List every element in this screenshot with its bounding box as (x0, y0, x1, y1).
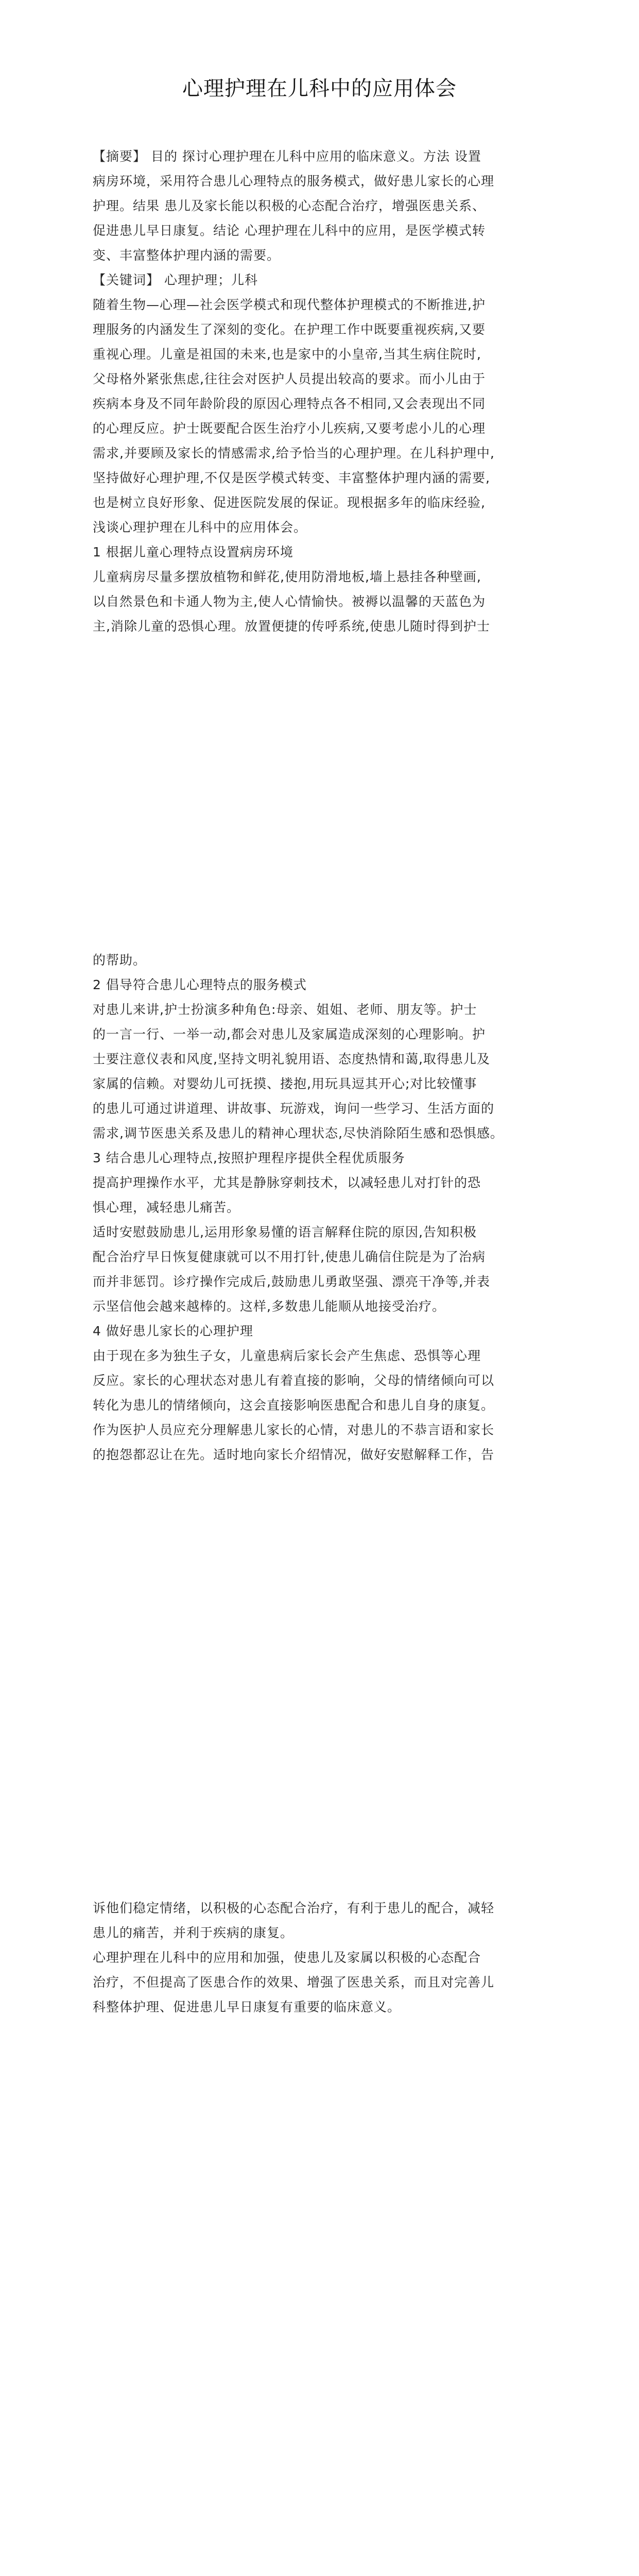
text-line: 以自然景色和卡通人物为主,使人心情愉快。被褥以温馨的天蓝色为 (93, 594, 486, 609)
document-title: 心理护理在儿科中的应用体会 (182, 77, 457, 100)
text-line: 治疗，不但提高了医患合作的效果、增强了医患关系，而且对完善儿 (93, 1975, 495, 1990)
text-line: 作为医护人员应充分理解患儿家长的心情，对患儿的不恭言语和家长 (93, 1422, 495, 1437)
abstract-and-intro-block (93, 144, 536, 639)
text-line: 配合治疗早日恢复健康就可以不用打针,使患儿确信住院是为了治病 (93, 1249, 486, 1264)
text-line: 病房环境，采用符合患儿心理特点的服务模式，做好患儿家长的心理 (93, 174, 495, 189)
text-line: 患儿的痛苦，并利于疾病的康复。 (93, 1925, 294, 1940)
text-line: 【摘要】 目的 探讨心理护理在儿科中应用的临床意义。方法 设置 (93, 149, 481, 164)
text-line: 诉他们稳定情绪，以积极的心态配合治疗，有利于患儿的配合，减轻 (93, 1901, 495, 1916)
text-line: 坚持做好心理护理,不仅是医学模式转变、丰富整体护理内涵的需要, (93, 470, 490, 485)
body-sections-block (93, 948, 536, 1467)
text-line: 也是树立良好形象、促进医院发展的保证。现根据多年的临床经验, (93, 495, 486, 510)
text-line: 的帮助。 (93, 953, 147, 968)
text-line: 需求,并要顾及家长的情感需求,给予恰当的心理护理。在儿科护理中, (93, 446, 495, 461)
text-line: 而并非惩罚。诊疗操作完成后,鼓励患儿勇敢坚强、漂亮干净等,并表 (93, 1274, 490, 1289)
text-line: 的一言一行、一举一动,都会对患儿及家属造成深刻的心理影响。护 (93, 1027, 486, 1042)
text-line: 1 根据儿童心理特点设置病房环境 (93, 545, 293, 560)
text-line: 儿童病房尽量多摆放植物和鲜花,使用防滑地板,墙上悬挂各种壁画, (93, 569, 481, 584)
text-line: 需求,调节医患关系及患儿的精神心理状态,尽快消除陌生感和恐惧感。 (93, 1126, 504, 1141)
text-line: 理服务的内涵发生了深刻的变化。在护理工作中既要重视疾病,又要 (93, 322, 486, 337)
text-line: 变、丰富整体护理内涵的需要。 (93, 248, 281, 263)
text-line: 转化为患儿的情绪倾向，这会直接影响医患配合和患儿自身的康复。 (93, 1398, 495, 1413)
text-line: 对患儿来讲,护士扮演多种角色:母亲、姐姐、老师、朋友等。护士 (93, 1002, 477, 1017)
text-line: 适时安慰鼓励患儿,运用形象易懂的语言解释住院的原因,告知积极 (93, 1225, 477, 1240)
text-line: 疾病本身及不同年龄阶段的原因心理特点各不相同,又会表现出不同 (93, 396, 486, 411)
text-line: 4 做好患儿家长的心理护理 (93, 1324, 253, 1338)
text-line: 提高护理操作水平，尤其是静脉穿刺技术，以减轻患儿对打针的恐 (93, 1175, 481, 1190)
text-line: 科整体护理、促进患儿早日康复有重要的临床意义。 (93, 1999, 401, 2014)
text-line: 【关键词】 心理护理；儿科 (93, 273, 258, 287)
text-line: 的患儿可通过讲道理、讲故事、玩游戏，询问一些学习、生活方面的 (93, 1101, 495, 1116)
text-line: 惧心理，减轻患儿痛苦。 (93, 1200, 240, 1215)
text-line: 促进患儿早日康复。结论 心理护理在儿科中的应用，是医学模式转 (93, 223, 486, 238)
text-line: 士要注意仪表和风度,坚持文明礼貌用语、态度热情和蔼,取得患儿及 (93, 1052, 490, 1066)
text-line: 家属的信赖。对婴幼儿可抚摸、搂抱,用玩具逗其开心;对比较懂事 (93, 1076, 477, 1091)
conclusion-block (93, 1896, 536, 2020)
text-line: 的抱怨都忍让在先。适时地向家长介绍情况，做好安慰解释工作，告 (93, 1447, 495, 1462)
text-line: 重视心理。儿童是祖国的未来,也是家中的小皇帝,当其生病住院时, (93, 347, 481, 362)
text-line: 主,消除儿童的恐惧心理。放置便捷的传呼系统,使患儿随时得到护士 (93, 619, 490, 634)
text-line: 反应。家长的心理状态对患儿有着直接的影响，父母的情绪倾向可以 (93, 1373, 495, 1388)
text-line: 2 倡导符合患儿心理特点的服务模式 (93, 977, 307, 992)
text-line: 的心理反应。护士既要配合医生治疗小儿疾病,又要考虑小儿的心理 (93, 421, 486, 436)
text-line: 浅谈心理护理在儿科中的应用体会。 (93, 520, 307, 535)
text-line: 随着生物—心理—社会医学模式和现代整体护理模式的不断推进,护 (93, 297, 486, 312)
text-line: 父母格外紧张焦虑,往往会对医护人员提出较高的要求。而小儿由于 (93, 371, 486, 386)
text-line: 由于现在多为独生子女，儿童患病后家长会产生焦虑、恐惧等心理 (93, 1348, 481, 1363)
text-line: 护理。结果 患儿及家长能以积极的心态配合治疗，增强医患关系、 (93, 198, 486, 213)
text-line: 3 结合患儿心理特点,按照护理程序提供全程优质服务 (93, 1150, 405, 1165)
text-line: 心理护理在儿科中的应用和加强，使患儿及家属以积极的心态配合 (93, 1950, 481, 1965)
text-line: 示坚信他会越来越棒的。这样,多数患儿能顺从地接受治疗。 (93, 1299, 445, 1314)
